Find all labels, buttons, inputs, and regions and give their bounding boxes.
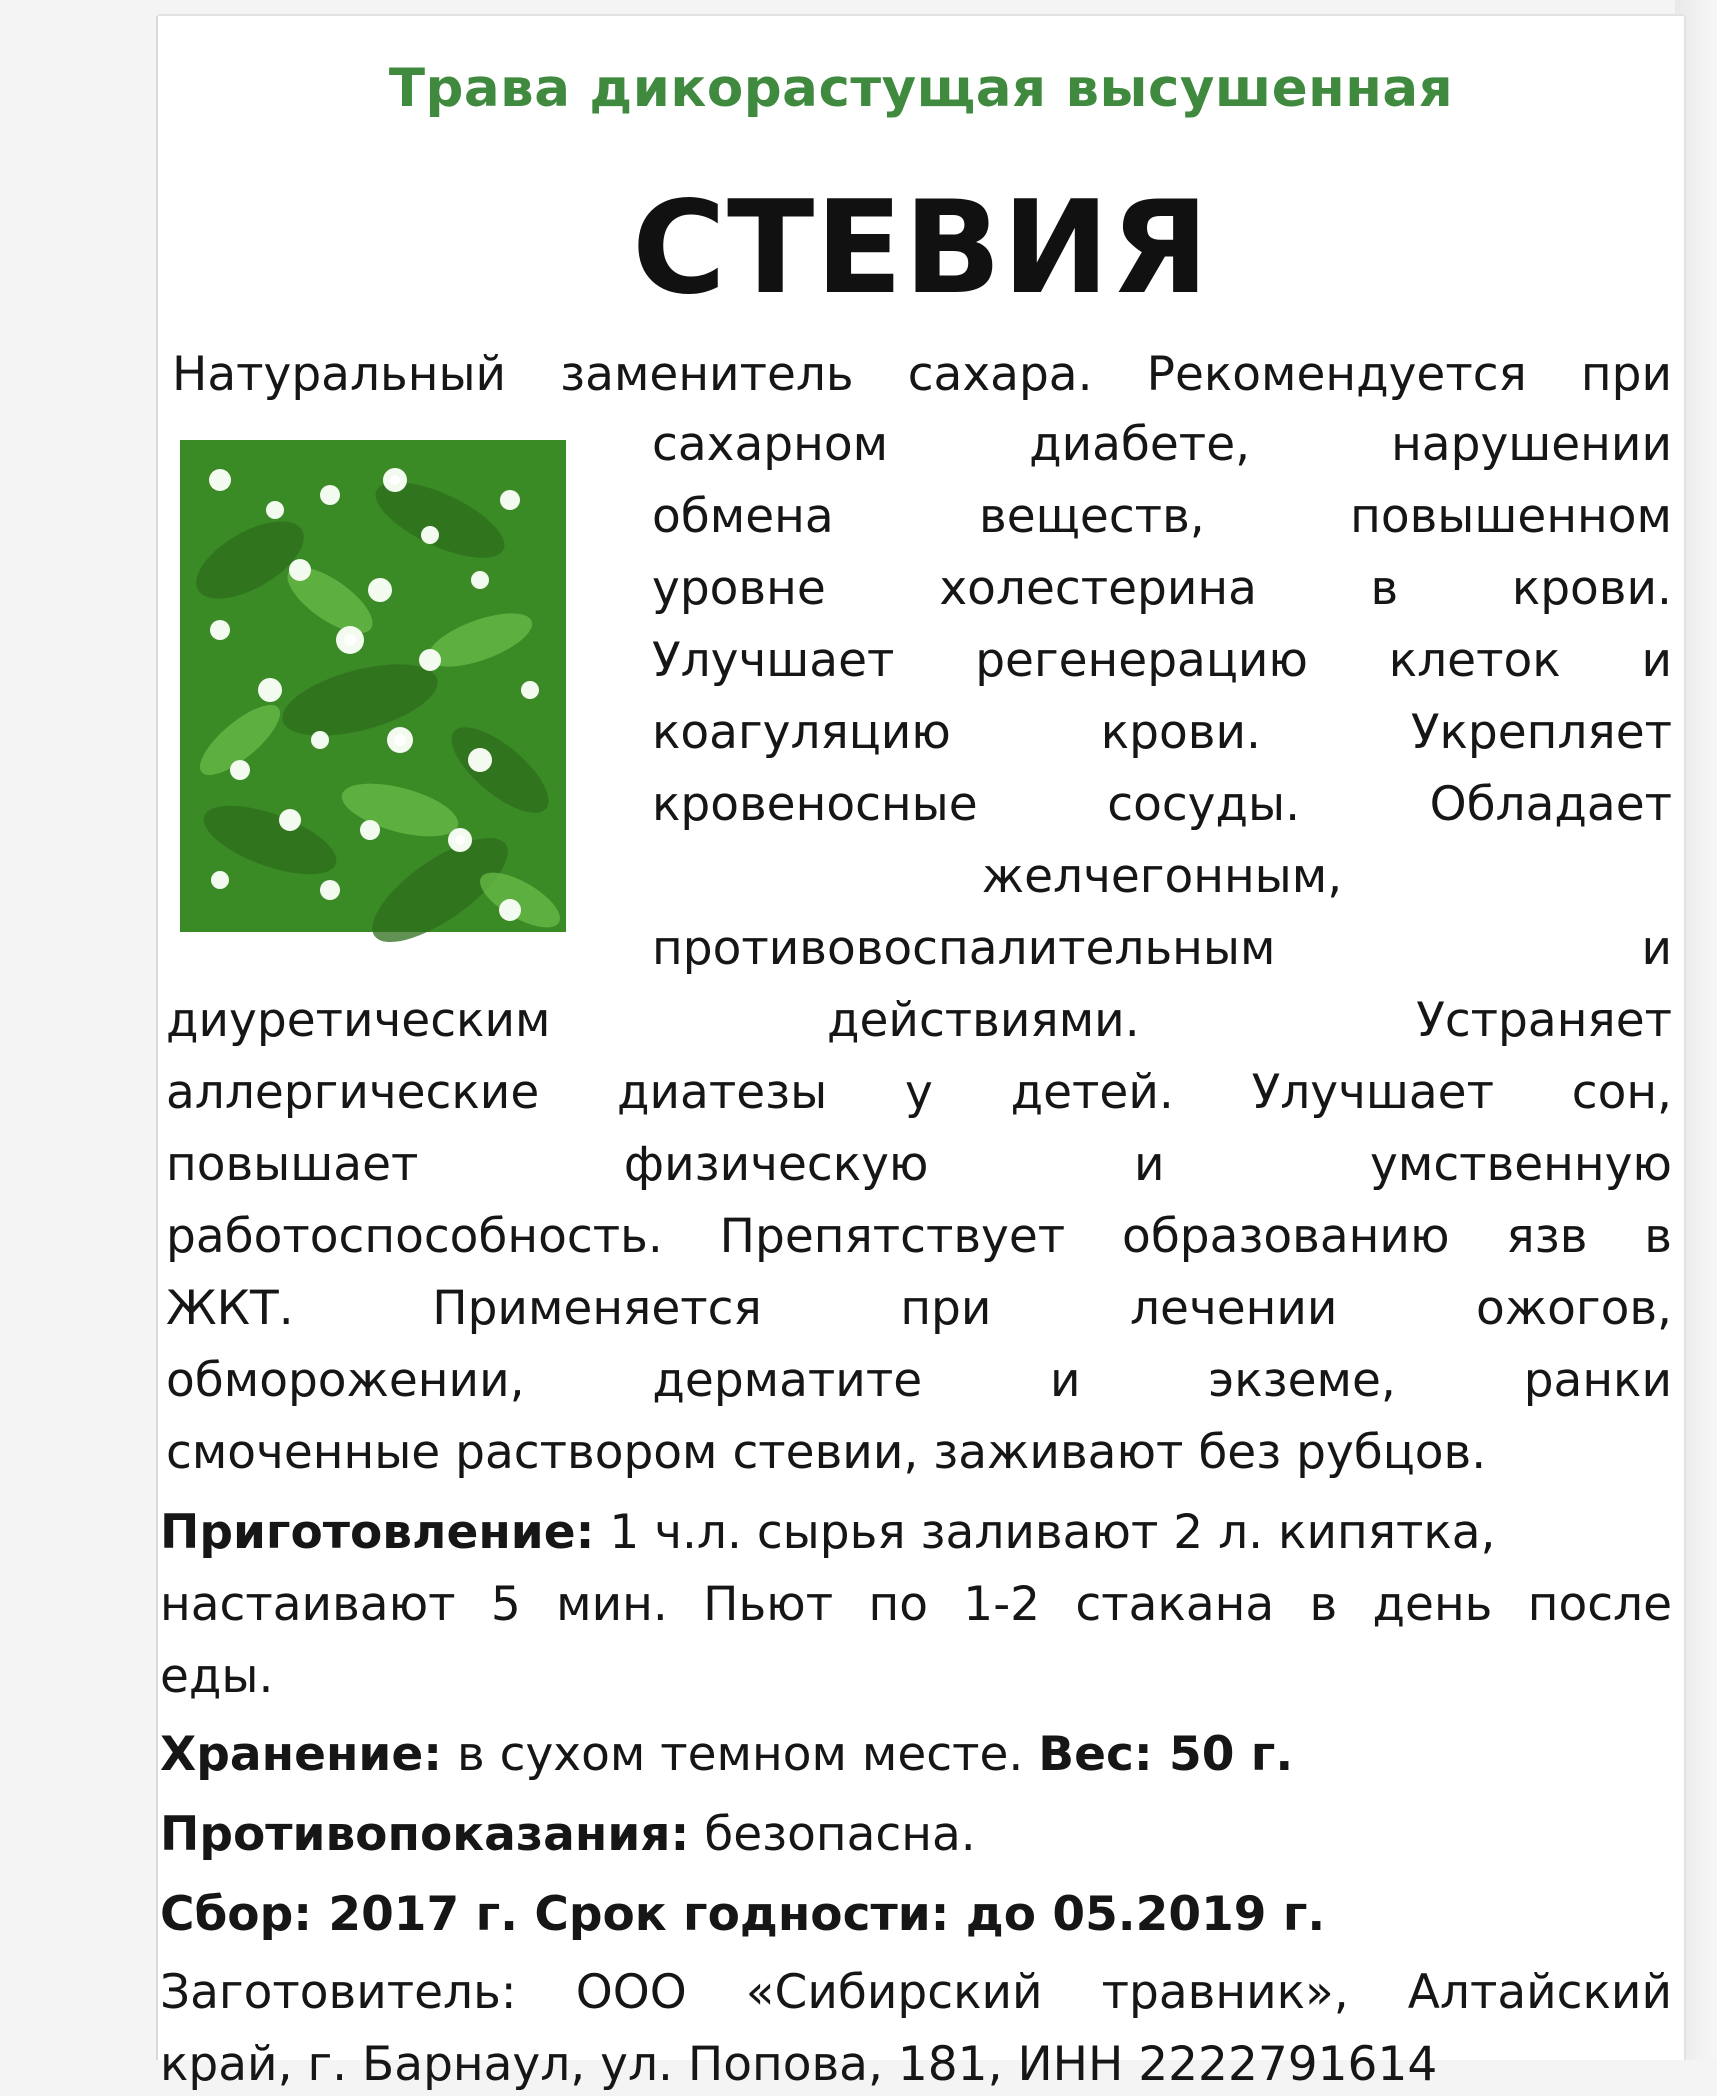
body-line: ЖКТ. Применяется при лечении ожогов, xyxy=(166,1281,1672,1336)
body-line: повышает физическую и умственную xyxy=(166,1137,1672,1192)
label-title: СТЕВИЯ xyxy=(632,174,1210,323)
body-line: смоченные раствором стевии, заживают без рубцов. xyxy=(166,1425,1487,1480)
storage-text: в сухом темном месте. xyxy=(456,1727,1024,1782)
storage-label: Хранение: xyxy=(160,1727,443,1782)
body-line: уровне холестерина в крови. xyxy=(652,561,1672,616)
preparation-line: еды. xyxy=(160,1649,274,1704)
body-line: аллергические диатезы у детей. Улучшает сон, xyxy=(166,1065,1672,1120)
body-line: диуретическим действиями. Устраняет xyxy=(166,993,1672,1048)
body-line: Натуральный заменитель сахара. Рекомендуется при xyxy=(172,347,1672,402)
harvest-line: Сбор: 2017 г. Срок годности: до 05.2019 г. xyxy=(160,1887,1326,1942)
body-line: Улучшает регенерацию клеток и xyxy=(652,633,1672,688)
contraindications-line xyxy=(160,1804,1672,1866)
weight: Вес: 50 г. xyxy=(1038,1727,1294,1782)
product-label xyxy=(158,16,1684,2092)
preparation-line xyxy=(160,1502,1672,1564)
preparation-line: настаивают 5 мин. Пьют по 1-2 стакана в день после xyxy=(160,1577,1672,1632)
label-subtitle: Трава дикорастущая высушенная xyxy=(388,58,1454,119)
body-line: обмена веществ, повышенном xyxy=(652,489,1672,544)
producer-line: край, г. Барнаул, ул. Попова, 181, ИНН 2222791614 xyxy=(160,2037,1438,2092)
body-line: сахарном диабете, нарушении xyxy=(652,417,1672,472)
storage-line xyxy=(160,1724,1672,1786)
body-line: желчегонным, xyxy=(981,849,1343,904)
stevia-plant-image xyxy=(180,440,566,932)
preparation-label: Приготовление: xyxy=(160,1505,595,1560)
body-line: обморожении, дерматите и экземе, ранки xyxy=(166,1353,1672,1408)
body-line: коагуляцию крови. Укрепляет xyxy=(652,705,1672,760)
stevia-plant-photo-icon xyxy=(180,440,566,932)
preparation-text: 1 ч.л. сырья заливают 2 л. кипятка, xyxy=(609,1505,1496,1560)
body-line: работоспособность. Препятствует образованию язв в xyxy=(166,1209,1672,1264)
contraindications-text: безопасна. xyxy=(704,1807,976,1862)
body-line: кровеносные сосуды. Обладает xyxy=(652,777,1672,832)
contraindications-label: Противопоказания: xyxy=(160,1807,690,1862)
body-line: противовоспалительным и xyxy=(652,921,1672,976)
producer-line: Заготовитель: ООО «Сибирский травник», Алтайский xyxy=(160,1965,1672,2020)
